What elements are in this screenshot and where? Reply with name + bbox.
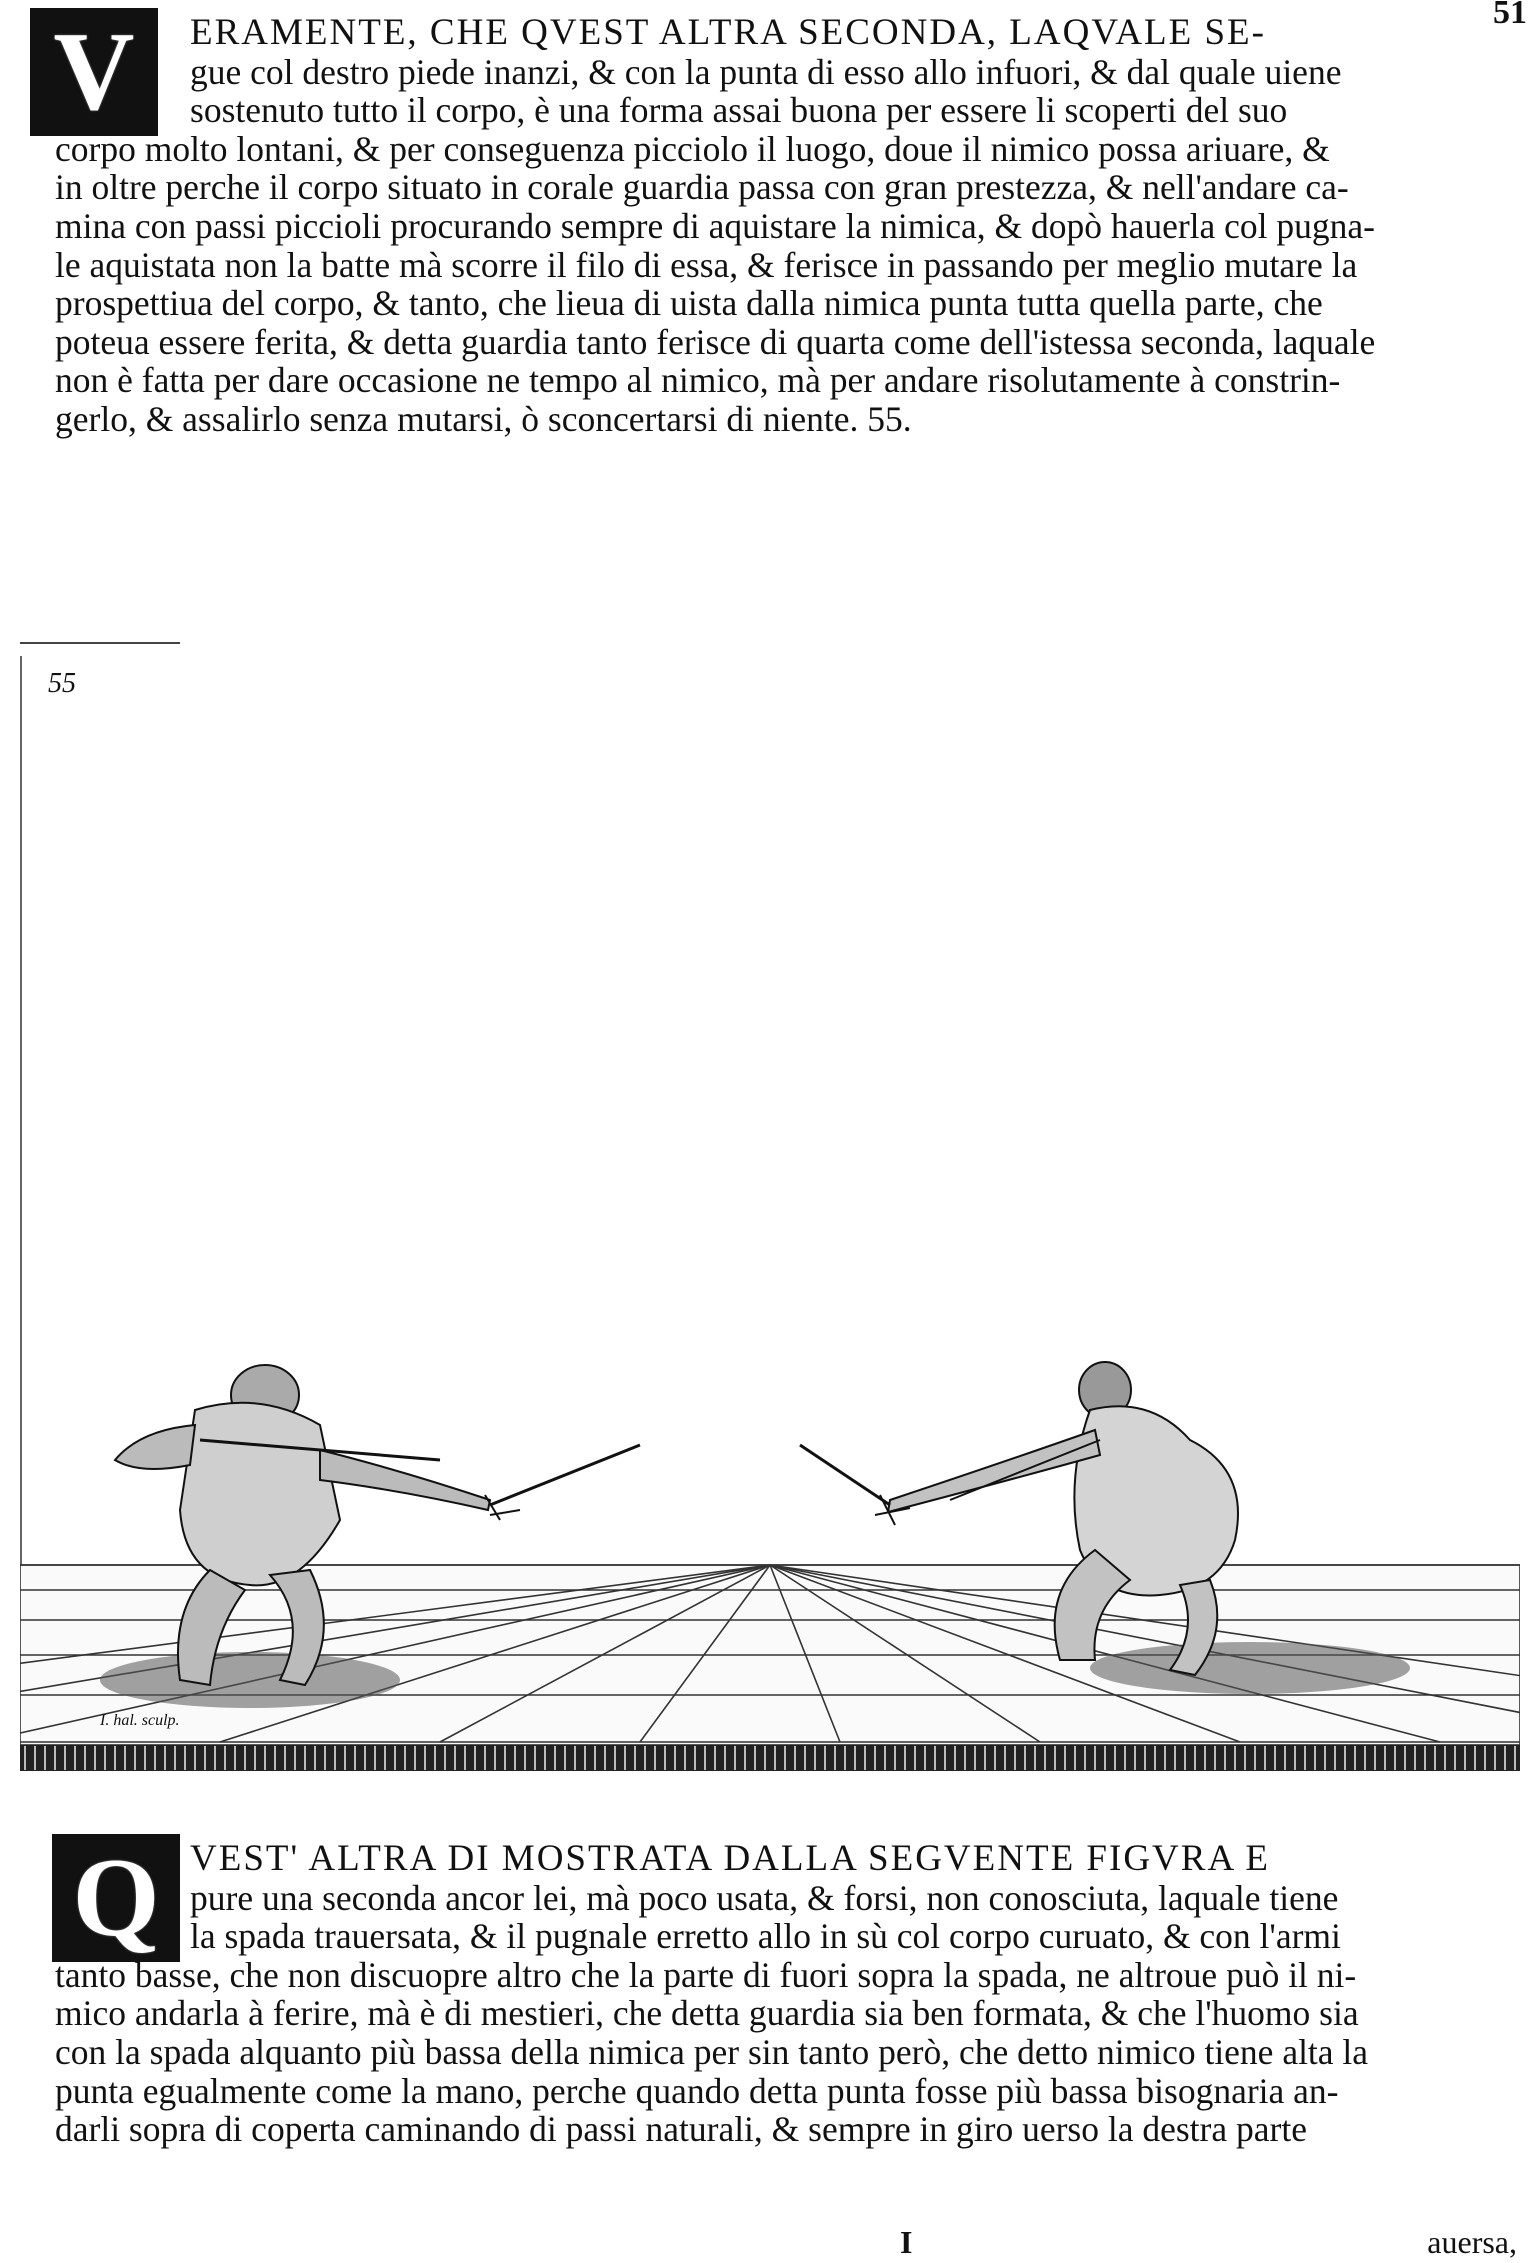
text-line: punta egualmente come la mano, perche quando detta punta fosse più bassa bisognaria an- [55, 2070, 1339, 2111]
text-line: non è fatta per dare occasione ne tempo al nimico, mà per andare risolutamente à constrin- [55, 360, 1341, 401]
text-line: darli sopra di coperta caminando di passi naturali, & sempre in giro uerso la destra parte [55, 2109, 1307, 2150]
text-line: pure una seconda ancor lei, mà poco usata, & forsi, non conosciuta, laquale tiene [190, 1877, 1339, 1918]
text-line: corpo molto lontani, & per conseguenza picciolo il luogo, doue il nimico possa ariuare, & [55, 128, 1330, 169]
text-line: VEST' ALTRA DI MOSTRATA DALLA SEGVENTE FIGVRA E [190, 1838, 1270, 1879]
page-number: 51 [1493, 0, 1527, 31]
figure-number: 55 [48, 668, 76, 699]
text-line: gue col destro piede inanzi, & con la punta di esso allo infuori, & dal quale uiene [190, 51, 1342, 92]
catchword: auersa, [1427, 2224, 1517, 2260]
text-line: poteua essere ferita, & detta guardia tanto ferisce di quarta come dell'istessa seconda, laquale [55, 321, 1376, 362]
paragraph-2 [55, 1840, 1510, 2149]
signature-mark: I [900, 2224, 913, 2260]
plate-top-rule [20, 642, 180, 644]
text-line: in oltre perche il corpo situato in corale guardia passa con gran prestezza, & nell'andare ca- [55, 167, 1349, 208]
left-figure-shadow [100, 1652, 400, 1708]
text-line: le aquistata non la batte mà scorre il filo di essa, & ferisce in passando per meglio mutare la [55, 244, 1358, 285]
fencing-engraving [20, 1350, 1520, 1780]
engraver-signature: I. hal. sculp. [100, 1712, 180, 1729]
text-line: con la spada alquanto più bassa della nimica per sin tanto però, che detto nimico tiene alta la [55, 2031, 1369, 2072]
text-line: mico andarla à ferire, mà è di mestieri, che detta guardia sia ben formata, & che l'huomo sia [55, 1993, 1359, 2034]
text-line: mina con passi piccioli procurando sempre di aquistare la nimica, & dopò hauerla col pugna- [55, 205, 1375, 246]
paragraph-1 [55, 14, 1510, 439]
right-figure-shadow [1090, 1642, 1410, 1694]
text-line: ERAMENTE, CHE QVEST ALTRA SECONDA, LAQVALE SE- [190, 12, 1266, 53]
text-line: sostenuto tutto il corpo, è una forma assai buona per essere li scoperti del suo [190, 90, 1288, 131]
text-line: la spada trauersata, & il pugnale erretto allo in sù col corpo curuato, & con l'armi [190, 1916, 1341, 1957]
text-line: tanto basse, che non discuopre altro che la parte di fuori sopra la spada, ne altroue può il ni- [55, 1954, 1357, 1995]
text-line: gerlo, & assalirlo senza mutarsi, ò sconcertarsi di niente. 55. [55, 398, 912, 439]
text-line: prospettiua del corpo, & tanto, che lieua di uista dalla nimica punta tutta quella parte, che [55, 283, 1323, 324]
drop-cap-q: Q [52, 1834, 180, 1962]
drop-cap-v: V [30, 8, 158, 136]
